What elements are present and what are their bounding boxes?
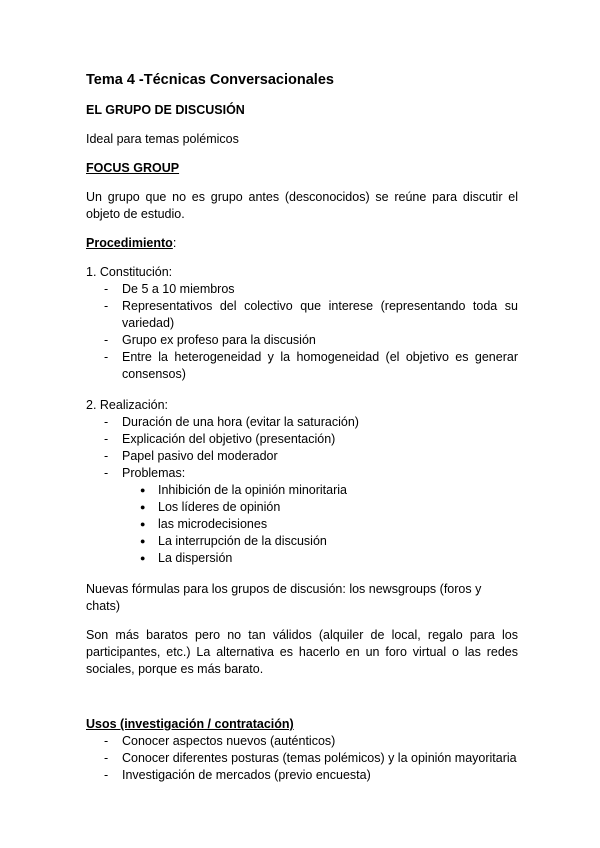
list-item: ● La interrupción de la discusión — [122, 533, 518, 550]
focus-group-description: Un grupo que no es grupo antes (desconocidos) se reúne para discutir el objeto de estudio. — [86, 190, 518, 221]
list-item: - Conocer aspectos nuevos (auténticos) — [86, 733, 518, 750]
section-heading-focus-group: FOCUS GROUP — [86, 161, 180, 175]
section-heading-grupo-discusion: EL GRUPO DE DISCUSIÓN — [86, 103, 245, 117]
spacer — [86, 690, 518, 716]
procedimiento-label: Procedimiento — [86, 236, 173, 250]
list-item: ● las microdecisiones — [122, 516, 518, 533]
realizacion-label: 2. Realización: — [86, 398, 168, 412]
usos-list — [86, 733, 518, 784]
baratos-text: Son más baratos pero no tan válidos (alquiler de local, regalo para los participantes, etc.) La alternativa es hacerlo en un foro virtual o las redes sociales, porque es más barato. — [86, 628, 518, 676]
document-title: Tema 4 -Técnicas Conversacionales — [86, 72, 334, 88]
realizacion-list — [86, 414, 518, 567]
constitucion-list — [86, 281, 518, 383]
list-item: ● Los líderes de opinión — [122, 499, 518, 516]
procedimiento-colon: : — [172, 236, 177, 250]
list-item: ● La dispersión — [122, 550, 518, 567]
list-item: ● Inhibición de la opinión minoritaria — [122, 482, 518, 499]
list-item: - Entre la heterogeneidad y la homogeneidad (el objetivo es generar consensos) — [86, 349, 518, 383]
document-page — [86, 70, 518, 784]
procedimiento-heading — [86, 235, 518, 252]
nuevas-formulas-text: Nuevas fórmulas para los grupos de discusión: los newsgroups (foros y chats) — [86, 582, 482, 613]
constitucion-label: 1. Constitución: — [86, 265, 173, 279]
section-text-ideal: Ideal para temas polémicos — [86, 132, 239, 146]
list-item: - Duración de una hora (evitar la saturación) — [86, 414, 518, 431]
usos-heading — [86, 716, 518, 733]
list-item: - Papel pasivo del moderador — [86, 448, 518, 465]
list-item: - Investigación de mercados (previo encuesta) — [86, 767, 518, 784]
list-item-problemas — [86, 465, 518, 567]
problemas-list — [122, 482, 518, 567]
realizacion-block — [86, 397, 518, 567]
list-item: - Conocer diferentes posturas (temas polémicos) y la opinión mayoritaria — [86, 750, 518, 767]
list-item: - Explicación del objetivo (presentación) — [86, 431, 518, 448]
list-item: - Grupo ex profeso para la discusión — [86, 332, 518, 349]
list-item: - De 5 a 10 miembros — [86, 281, 518, 298]
constitucion-block — [86, 264, 518, 383]
usos-label: Usos (investigación / contratación) — [86, 717, 294, 731]
list-item: - Representativos del colectivo que interese (representando toda su variedad) — [86, 298, 518, 332]
problemas-label: Problemas: — [122, 466, 186, 480]
